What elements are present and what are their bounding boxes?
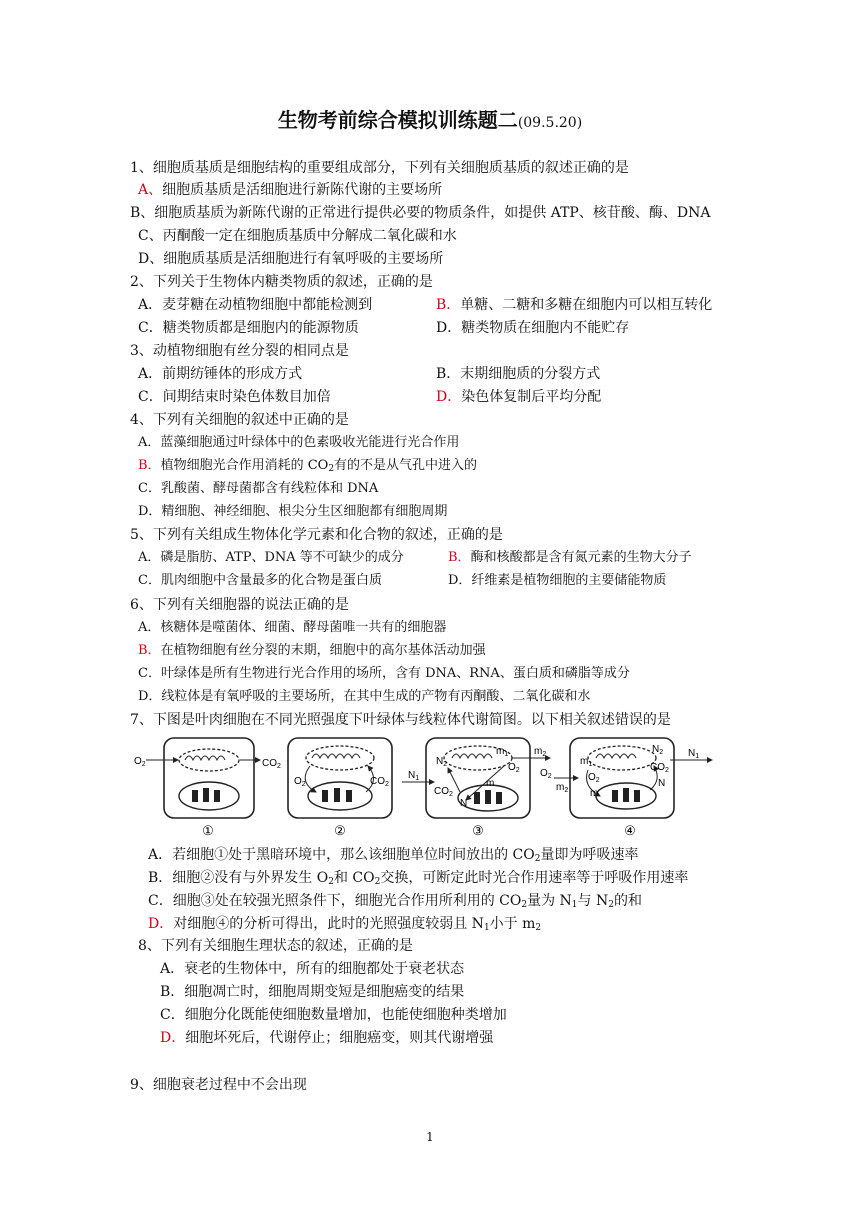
q5-option-a: A．磷是脂肪、ATP、DNA 等不可缺少的成分 [138, 550, 404, 565]
cell4-n-label: N [658, 778, 666, 789]
cell3-co2-label: $CO_2$ [434, 786, 453, 798]
q3-option-c: C．间期结束时染色体数目加倍 [138, 389, 331, 405]
q7-d-letter: D． [148, 916, 174, 932]
q5-option-c: C．肌肉细胞中含量最多的化合物是蛋白质 [138, 573, 382, 588]
q8-stem: 8、下列有关细胞生理状态的叙述，正确的是 [138, 938, 413, 954]
q6-option-d: D．线粒体是有氧呼吸的主要场所，在其中生成的产物有丙酮酸、二氧化碳和水 [138, 689, 591, 704]
q6-b-letter: B． [138, 643, 161, 658]
cell2-co2-label: $CO_2$ [370, 776, 389, 788]
q4-stem: 4、下列有关细胞的叙述中正确的是 [130, 412, 349, 428]
q2-option-b [436, 296, 712, 314]
q6-option-a: A．核糖体是噬菌体、细菌、酵母菌唯一共有的细胞器 [138, 620, 447, 635]
q7-c-part3: 与 N [577, 893, 609, 909]
q7-stem: 7、下图是叶肉细胞在不同光照强度下叶绿体与线粒体代谢简图。以下相关叙述错误的是 [130, 712, 671, 728]
q5-b-letter: B． [448, 550, 471, 565]
cell4-number: ④ [624, 824, 636, 839]
q7-d-sub2: 2 [535, 923, 542, 933]
q4-option-c: C．乳酸菌、酵母菌都含有线粒体和 DNA [138, 481, 379, 496]
q7-d-part2: 小于 m [489, 916, 536, 932]
cell3-n2-label: $N_2$ [436, 756, 448, 768]
cell4-co2-label: $CO_2$ [650, 762, 669, 774]
q7-option-b [148, 869, 688, 891]
cell3-number: ③ [472, 824, 484, 839]
cell-2 [288, 738, 392, 839]
q7-d-part1: 对细胞④的分析可得出，此时的光照强度较弱且 N [173, 916, 484, 932]
cell3-m-label: m [486, 778, 495, 789]
q7-a-part2: 量即为呼吸速率 [540, 847, 639, 863]
q3-option-a: A．前期纺锤体的形成方式 [138, 366, 303, 382]
cell3-m2-label: $m_2$ [534, 746, 547, 758]
cell1-co2-label: $CO_2$ [262, 758, 281, 770]
title-date: (09.5.20) [517, 115, 583, 131]
cell3-n1-label: $N_1$ [408, 770, 420, 782]
q5-option-d: D．纤维素是植物细胞的主要储能物质 [448, 573, 667, 588]
cell1-o2-label: $O_2$ [134, 756, 146, 768]
q7-b-sub1: 2 [328, 877, 334, 887]
cell2-number: ② [334, 824, 346, 839]
q2-stem: 2、下列关于生物体内糖类物质的叙述，正确的是 [130, 274, 433, 290]
metabolism-diagram [130, 734, 720, 840]
cell4-m-label: m [590, 788, 599, 799]
q7-b-part1: B．细胞②没有与外界发生 O [148, 870, 329, 886]
q8-d-letter: D． [160, 1030, 186, 1046]
cell4-m2-label: $m_2$ [556, 782, 569, 794]
q2-option-a: A．麦芽糖在动植物细胞中都能检测到 [138, 297, 373, 313]
q7-b-part2: 和 CO [333, 870, 375, 886]
cell4-n1-label: $N_1$ [688, 748, 700, 760]
q7-c-part1: C．细胞③处在较强光照条件下，细胞光合作用所利用的 CO [148, 893, 522, 909]
q6-option-c: C．叶绿体是所有生物进行光合作用的场所，含有 DNA、RNA、蛋白质和磷脂等成分 [138, 666, 630, 681]
q6-b-text: 在植物细胞有丝分裂的末期，细胞中的高尔基体活动加强 [160, 643, 486, 658]
page-title [0, 104, 860, 133]
q7-c-sub3: 2 [608, 900, 614, 910]
q9-stem: 9、细胞衰老过程中不会出现 [130, 1077, 307, 1093]
q8-option-d [160, 1029, 493, 1047]
cell4-o2-inner-label: $O_2$ [588, 772, 600, 784]
q4-b-text2: 有的不是从气孔中进入的 [334, 458, 478, 473]
q5-b-text: 酶和核酸都是含有氮元素的生物大分子 [470, 550, 692, 565]
q3-stem: 3、动植物细胞有丝分裂的相同点是 [130, 343, 349, 359]
q3-option-d [436, 388, 601, 406]
q1-option-a [138, 181, 442, 199]
q5-stem: 5、下列有关组成生物体化学元素和化合物的叙述，正确的是 [130, 527, 503, 543]
q7-c-sub1: 2 [521, 900, 528, 910]
q1-option-c: C、丙酮酸一定在细胞质基质中分解成二氧化碳和水 [138, 228, 457, 244]
cell4-m1-label: $m_1$ [580, 756, 593, 768]
cell-1 [134, 738, 281, 839]
q1-a-letter: A、 [138, 182, 163, 198]
cell2-o2-label: $O_2$ [294, 776, 306, 788]
cell1-number: ① [202, 824, 214, 839]
q7-c-part2: 量为 N [527, 893, 572, 909]
q6-option-b [138, 642, 486, 660]
q8-option-a: A．衰老的生物体中，所有的细胞都处于衰老状态 [160, 961, 465, 977]
cell3-o2-label: $O_2$ [508, 762, 520, 774]
q4-b-text: 植物细胞光合作用消耗的 CO [160, 458, 329, 473]
cell3-n-label: N [460, 798, 468, 809]
q4-option-d: D．精细胞、神经细胞、根尖分生区细胞都有细胞周期 [138, 504, 448, 519]
q7-b-part3: 交换，可断定此时光合作用速率等于呼吸作用速率 [380, 870, 689, 886]
cell3-m1-label: $m_1$ [496, 746, 509, 758]
q7-option-d [148, 915, 541, 937]
q8-option-c: C．细胞分化既能使细胞数量增加，也能使细胞种类增加 [160, 1007, 507, 1023]
q7-a-part1: A．若细胞①处于黑暗环境中，那么该细胞单位时间放出的 CO [148, 847, 535, 863]
q8-option-b: B．细胞凋亡时，细胞周期变短是细胞癌变的结果 [160, 984, 465, 1000]
q1-a-text: 细胞质基质是活细胞进行新陈代谢的主要场所 [162, 182, 443, 198]
q4-b-letter: B． [138, 458, 161, 473]
cell4-n2-label: $N_2$ [652, 744, 664, 756]
q3-d-letter: D． [436, 389, 462, 405]
q7-option-a [148, 846, 638, 868]
q4-b-sub: 2 [328, 464, 335, 474]
q2-b-text: 单糖、二糖和多糖在细胞内可以相互转化 [460, 297, 713, 313]
q7-option-c [148, 892, 642, 914]
q7-c-sub2: 1 [571, 900, 578, 910]
cell-4 [540, 738, 712, 839]
cell-3 [402, 738, 550, 839]
q3-d-text: 染色体复制后平均分配 [461, 389, 602, 405]
q2-option-d: D．糖类物质在细胞内不能贮存 [436, 320, 630, 336]
q2-option-c: C．糖类物质都是细胞内的能源物质 [138, 320, 359, 336]
q1-option-d: D、细胞质基质是活细胞进行有氧呼吸的主要场所 [138, 251, 444, 267]
title-text: 生物考前综合模拟训练题二 [277, 108, 518, 132]
q7-d-sub1: 1 [483, 923, 490, 933]
q7-b-sub2: 2 [374, 877, 381, 887]
q5-option-b [448, 549, 692, 567]
q4-option-b [138, 457, 477, 478]
q7-c-part4: 的和 [613, 893, 642, 909]
q6-stem: 6、下列有关细胞器的说法正确的是 [130, 597, 349, 613]
q8-d-text: 细胞坏死后，代谢停止；细胞癌变，则其代谢增强 [185, 1030, 494, 1046]
cell4-o2-label: $O_2$ [540, 768, 552, 780]
q4-option-a: A．蓝藻细胞通过叶绿体中的色素吸收光能进行光合作用 [138, 435, 460, 450]
q3-option-b: B．末期细胞质的分裂方式 [436, 366, 601, 382]
page-number: 1 [426, 1130, 434, 1144]
q1-stem: 1、细胞质基质是细胞结构的重要组成部分，下列有关细胞质基质的叙述正确的是 [130, 160, 629, 176]
q2-b-letter: B． [436, 297, 461, 313]
q1-option-b: B、细胞质基质为新陈代谢的正常进行提供必要的物质条件，如提供 ATP、核苷酸、酶、DNA [130, 205, 711, 221]
q7-a-sub: 2 [534, 854, 541, 864]
